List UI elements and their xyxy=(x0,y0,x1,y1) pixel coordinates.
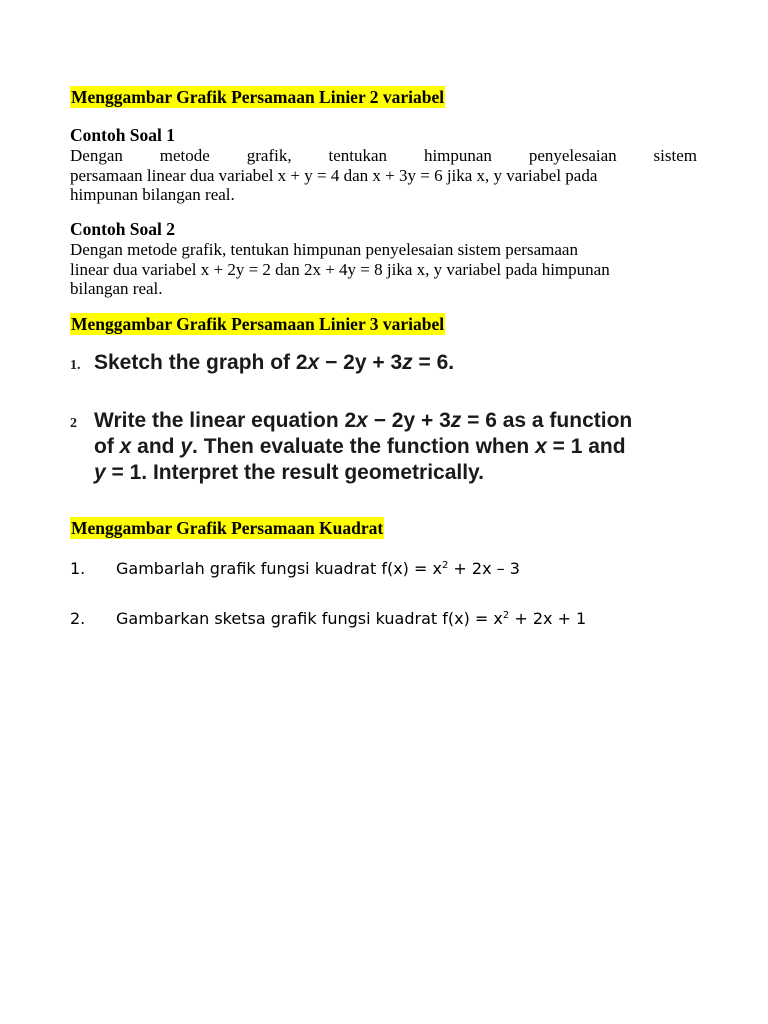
item-number: 1. xyxy=(70,358,81,373)
section-quadratic xyxy=(70,517,384,539)
item-text xyxy=(94,408,734,486)
section-linear-two xyxy=(70,86,445,108)
item-number: 2 xyxy=(70,416,77,431)
example-2-line-2: linear dua variabel x + 2y = 2 dan 2x + 4y = 8 jika x, y variabel pada himpunan xyxy=(70,259,610,279)
example-1-line-3: himpunan bilangan real. xyxy=(70,185,235,204)
item-text: Gambarlah grafik fungsi kuadrat $f(x) = x^2 + 2x - 3$ xyxy=(116,559,520,578)
example-1 xyxy=(70,126,697,145)
item-text: Gambarkan sketsa grafik fungsi kuadrat $f(x) = x^2 + 2x + 1$ xyxy=(116,609,587,628)
section-heading-linear-three: Menggambar Grafik Persamaan Linier 3 variabel xyxy=(71,314,445,334)
section-linear-three xyxy=(70,313,445,335)
item-number: 1. xyxy=(70,559,86,578)
example-1-body xyxy=(70,146,697,205)
item-line-2: of x and y. Then evaluate the function when x = 1 and xyxy=(94,435,626,458)
item-number: 2. xyxy=(70,609,86,628)
example-1-title: Contoh Soal 1 xyxy=(70,125,176,145)
item-line-3: y = 1. Interpret the result geometrically. xyxy=(94,461,485,484)
example-1-line-2: persamaan linear dua variabel x + y = 4 dan x + 3y = 6 jika x, y variabel pada xyxy=(70,165,598,185)
example-2-body xyxy=(70,240,697,299)
example-2-line-3: bilangan real. xyxy=(70,279,163,298)
example-1-line-1: Dengan metode grafik, tentukan himpunan penyelesaian sistem xyxy=(70,146,697,165)
section-heading-quadratic: Menggambar Grafik Persamaan Kuadrat xyxy=(71,518,384,538)
item-line-1: Write the linear equation 2x − 2y + 3z = 6 as a function xyxy=(94,409,633,432)
section-heading-linear-two: Menggambar Grafik Persamaan Linier 2 variabel xyxy=(71,87,445,107)
item-text: Sketch the graph of 2x − 2y + 3z = 6. xyxy=(94,351,455,374)
example-2 xyxy=(70,220,697,239)
example-2-line-1: Dengan metode grafik, tentukan himpunan penyelesaian sistem persamaan xyxy=(70,240,578,259)
example-2-title: Contoh Soal 2 xyxy=(70,219,176,239)
